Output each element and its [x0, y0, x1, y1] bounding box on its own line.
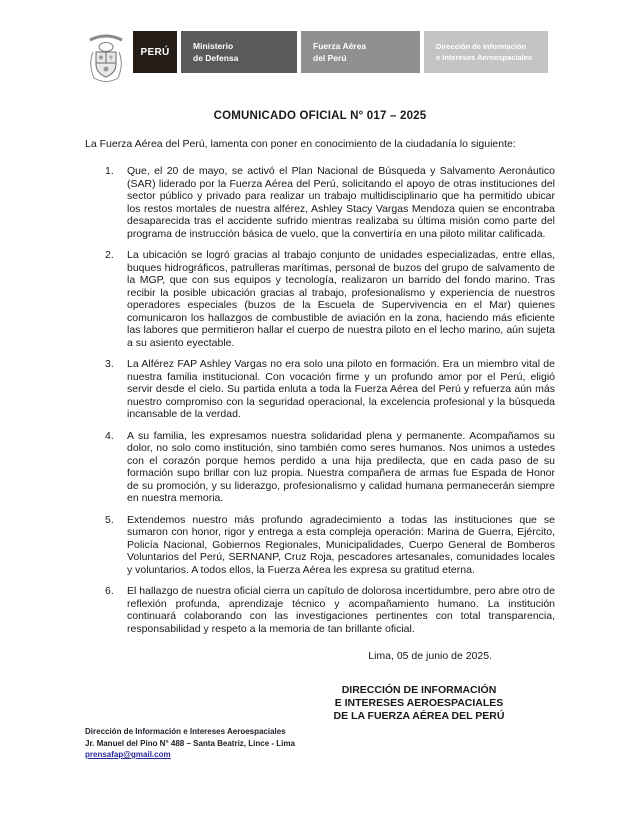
numbered-paragraph-list: [85, 165, 555, 635]
list-item: [105, 249, 555, 349]
item-text: Extendemos nuestro más profundo agradecimiento a todas las instituciones que se sumaron con honor, rigor y entrega a esta compleja operación: Marina de Guerra, Ejército, Policía Nacional, Gobiernos Regionales, Municipalidades, Cuerpo General de Bomberos Voluntarios del Perú, SERNANP, Cruz Roja, pescadores artesanales, comunidades locales y voluntarios. A todos ellos, la Fuerza Aérea les expresa su gratitud eterna.: [127, 513, 555, 576]
header-box-label: Ministerio: [193, 41, 234, 51]
header-box-label: Fuerza Aérea: [313, 41, 367, 51]
document-title: COMUNICADO OFICIAL N° 017 – 2025: [213, 110, 427, 122]
item-number: 4.: [105, 429, 114, 442]
header-box-peru: PERÚ: [133, 31, 177, 73]
item-text: A su familia, les expresamos nuestra solidaridad plena y permanente. Acompañamos su dolor, no solo como institución, sino también como seres humanos. Nos unimos a ustedes con el corazón porque hemos perdido a una hija predilecta, que en cada paso de su formación supo brillar con luz propia. Nuestra compañera de armas fue Espada de Honor de su promoción, y su liderazgo, profesionalismo y calidad humana permanecerán siempre en nuestra memoria.: [127, 429, 555, 504]
item-text: La ubicación se logró gracias al trabajo conjunto de unidades especializadas, entre ellas, buques hidrográficos, patrulleras marítimas, personal de buzos del grupo de salvamento de la MGP, que con sus equipos y tecnología, realizaron un barrido del fondo marino. Tras recibir la posible ubicación gracias al trabajo, profesionalismo y experiencia de nuestros operadores especiales (buzos de la Escuela de Supervivencia en el Mar) quienes comunicaron los hallazgos de combustible de aviación en la zona, haciendo más eficiente las labores que permitieron hallar el cuerpo de nuestra piloto en el lecho marino, aún sujeta a su asiento eyectable.: [127, 249, 555, 349]
list-item: [105, 430, 555, 505]
date-line: Lima, 05 de junio de 2025.: [368, 650, 492, 662]
item-number: 1.: [105, 165, 114, 177]
signature-line: DIRECCIÓN DE INFORMACIÓN: [341, 684, 497, 696]
item-number: 3.: [105, 358, 114, 370]
header-box-label: Dirección de Información: [436, 42, 527, 51]
item-number: 2.: [105, 249, 114, 261]
item-text: Que, el 20 de mayo, se activó el Plan Nacional de Búsqueda y Salvamento Aeronáutico (SAR) liderado por la Fuerza Aérea del Perú, solicitando el apoyo de otras instituciones del sector público y privado para realizar un trabajo multidisciplinario que ha permitido ubicar los restos mortales de nuestra alférez, Ashley Stacy Vargas Mendoza quien se encontraba desaparecida tras el accidente sufrido mientras realizaba su última misión como parte del programa de instrucción básica de vuelo, que la convertiría en una piloto militar calificada.: [127, 165, 555, 240]
footer-office-name: Dirección de Información e Intereses Aeroespaciales: [85, 727, 286, 736]
signature-line: E INTERESES AEROESPACIALES: [334, 697, 504, 709]
signature-block: [313, 684, 525, 723]
list-item: [105, 358, 555, 421]
header-box-fuerza-aerea: [301, 31, 420, 73]
header-box-ministerio-defensa: [181, 31, 297, 73]
intro-paragraph: La Fuerza Aérea del Perú, lamenta con poner en conocimiento de la ciudadanía lo siguiente:: [85, 138, 516, 150]
item-number: 5.: [105, 513, 114, 526]
header-box-label: de Defensa: [193, 53, 239, 63]
list-item: [105, 165, 555, 240]
header-box-direccion-informacion: [424, 31, 548, 73]
peru-coat-of-arms-icon: [85, 30, 127, 88]
item-text: La Alférez FAP Ashley Vargas no era solo una piloto en formación. Era un miembro vital de nuestra familia institucional. Con vocación firme y un profundo amor por el Perú, eligió servir desde el cielo. Su partida enluta a toda la Fuerza Aérea del Perú y refuerza aún más nuestro compromiso con la seguridad operacional, la excelencia profesional y la búsqueda incansable de la verdad.: [127, 358, 555, 420]
government-header: [85, 30, 555, 90]
list-item: [105, 514, 555, 577]
footer-contact-block: [85, 726, 295, 761]
signature-line: DE LA FUERZA AÉREA DEL PERÚ: [333, 710, 505, 722]
header-box-label: del Perú: [313, 53, 347, 63]
footer-address: Jr. Manuel del Pino N° 488 – Santa Beatriz, Lince - Lima: [85, 738, 295, 748]
header-box-label: e Intereses Aeroespaciales: [436, 53, 533, 62]
email-link[interactable]: prensafap@gmail.com: [85, 750, 171, 759]
item-number: 6.: [105, 585, 114, 597]
list-item: [105, 585, 555, 635]
item-text: El hallazgo de nuestra oficial cierra un capítulo de dolorosa incertidumbre, pero abre otro de reflexión profunda, aprendizaje técnico y acompañamiento humano. La institución continuará colaborando con las investigaciones pertinentes con total transparencia, responsabilidad y respeto a la memoria de tan brillante oficial.: [127, 585, 555, 635]
